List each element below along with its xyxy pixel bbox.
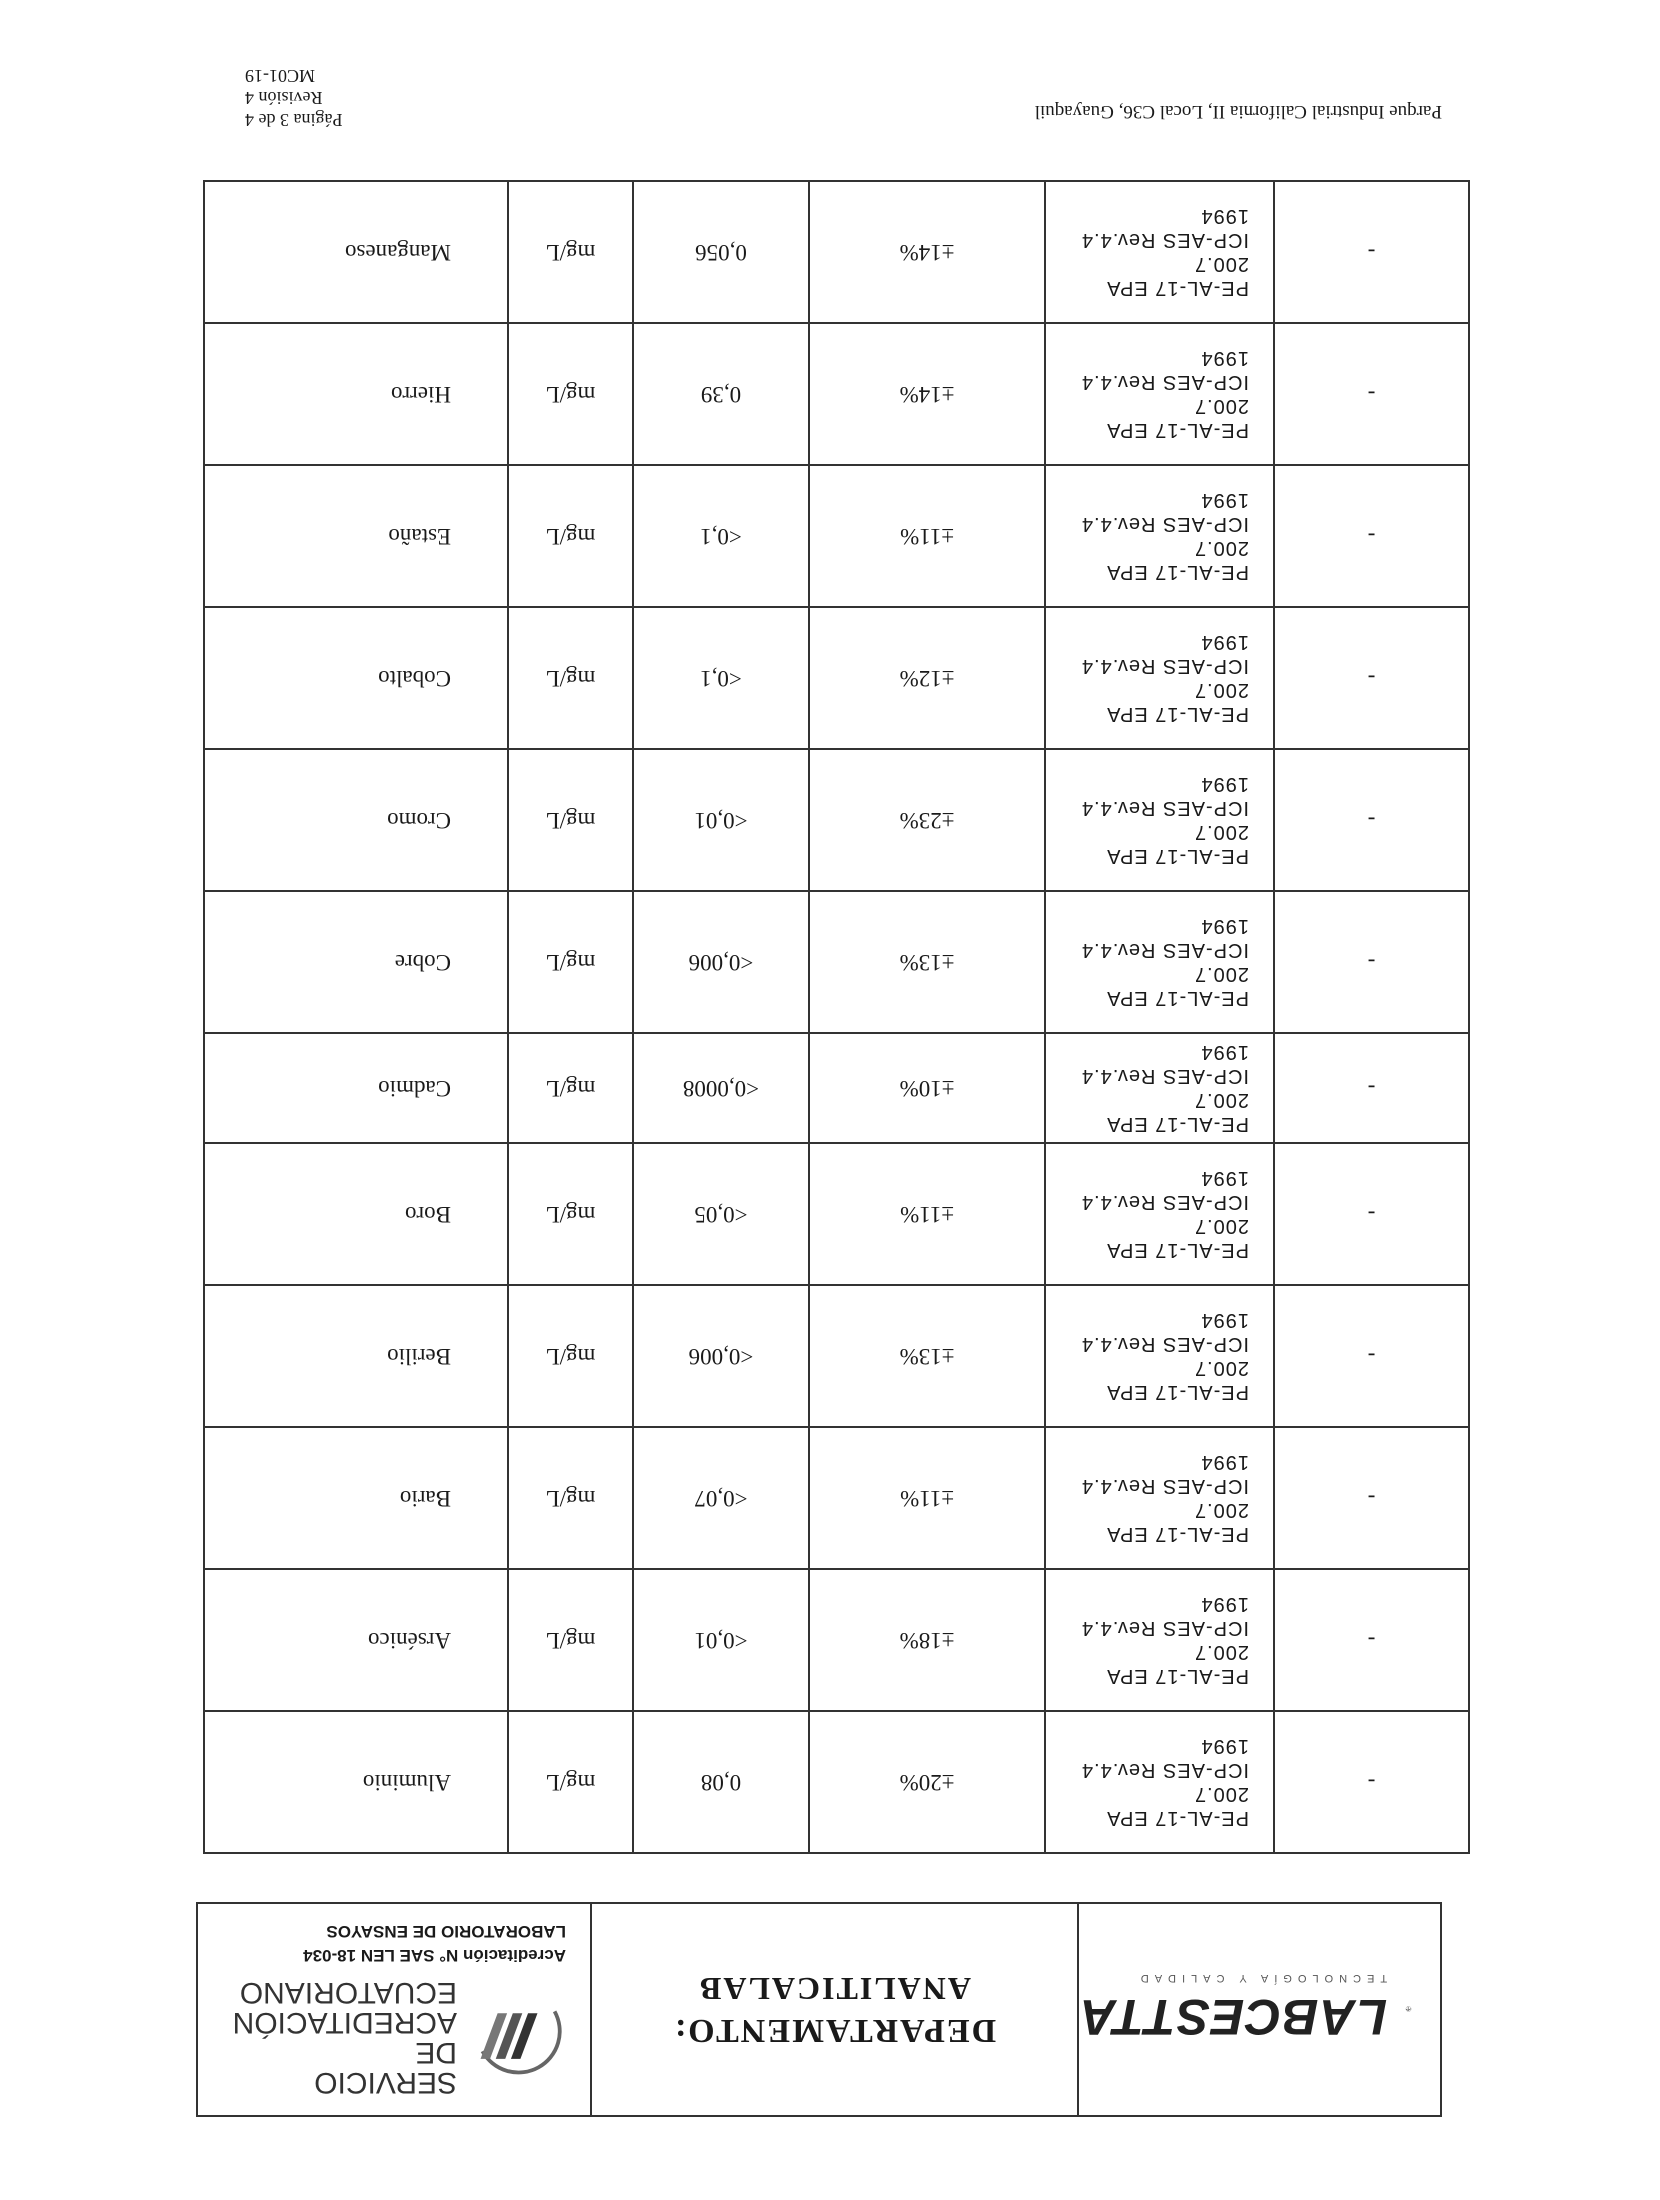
table-row (204, 1033, 1469, 1143)
parameter-cell: Berilio (204, 1285, 508, 1427)
limit-cell: - (1274, 1285, 1469, 1427)
method-line: PE-AL-17 EPA 200.7 (1107, 963, 1249, 1009)
table-row (204, 1569, 1469, 1711)
limit-cell: - (1274, 1143, 1469, 1285)
method-line: 1994 (1200, 205, 1249, 227)
method-cell (1045, 1711, 1274, 1853)
method-cell (1045, 465, 1274, 607)
table-row (204, 1143, 1469, 1285)
limit-cell: - (1274, 891, 1469, 1033)
department-title: DEPARTAMENTO: (672, 2012, 997, 2049)
method-line: 1994 (1200, 489, 1249, 511)
department-block (590, 1904, 1077, 2115)
unit-cell: mg/L (508, 1033, 633, 1143)
method-line: 1994 (1200, 1593, 1249, 1615)
method-line: PE-AL-17 EPA 200.7 (1107, 537, 1249, 583)
sae-line-1: SERVICIO (314, 2066, 458, 2100)
method-line: ICP-AES Rev.4.4 (1080, 1475, 1249, 1497)
method-line: 1994 (1200, 347, 1249, 369)
unit-cell: mg/L (508, 1711, 633, 1853)
table-row (204, 1285, 1469, 1427)
uncertainty-cell: ±11% (809, 1143, 1045, 1285)
method-line: ICP-AES Rev.4.4 (1080, 371, 1249, 393)
logo-tagline: TECNOLOGÍA Y CALIDAD (1134, 1972, 1388, 1985)
method-line: ICP-AES Rev.4.4 (1080, 1333, 1249, 1355)
footer-address: Parque Industrial California II, Local C36, Guayaquil (1034, 101, 1442, 122)
method-line: ICP-AES Rev.4.4 (1080, 1617, 1249, 1639)
page-info (245, 65, 405, 131)
sae-logo-icon (471, 1993, 566, 2083)
accreditation-lab: LABORATORIO DE ENSAYOS (326, 1922, 566, 1942)
revision: Revisión 4 (245, 88, 323, 108)
method-line: 1994 (1200, 1167, 1249, 1189)
table-row (204, 607, 1469, 749)
document-code: MC01-19 (245, 66, 316, 86)
accreditation-number: Acreditación N° SAE LEN 18-034 (303, 1946, 566, 1966)
unit-cell: mg/L (508, 181, 633, 323)
value-cell: <0,01 (633, 1569, 809, 1711)
method-line: PE-AL-17 EPA 200.7 (1107, 1357, 1249, 1403)
method-line: ICP-AES Rev.4.4 (1080, 1191, 1249, 1213)
value-cell: 0,056 (633, 181, 809, 323)
method-line: PE-AL-17 EPA 200.7 (1107, 1215, 1249, 1261)
report-header (196, 1902, 1442, 2117)
value-cell: <0,006 (633, 891, 809, 1033)
uncertainty-cell: ±12% (809, 607, 1045, 749)
method-line: PE-AL-17 EPA 200.7 (1107, 1641, 1249, 1687)
method-line: 1994 (1200, 773, 1249, 795)
method-cell (1045, 1285, 1274, 1427)
method-line: ICP-AES Rev.4.4 (1080, 513, 1249, 535)
method-line: PE-AL-17 EPA 200.7 (1107, 1499, 1249, 1545)
unit-cell: mg/L (508, 1427, 633, 1569)
method-line: ICP-AES Rev.4.4 (1080, 1759, 1249, 1781)
method-line: ICP-AES Rev.4.4 (1080, 229, 1249, 251)
unit-cell: mg/L (508, 891, 633, 1033)
limit-cell: - (1274, 1711, 1469, 1853)
uncertainty-cell: ±20% (809, 1711, 1045, 1853)
parameter-cell: Aluminio (204, 1711, 508, 1853)
method-cell (1045, 1427, 1274, 1569)
unit-cell: mg/L (508, 749, 633, 891)
method-line: 1994 (1200, 1309, 1249, 1331)
sae-line-3: ECUATORIANO (239, 1976, 458, 2010)
parameter-cell: Arsénico (204, 1569, 508, 1711)
uncertainty-cell: ±23% (809, 749, 1045, 891)
logo-name: LABCESTTA (1079, 1989, 1388, 2046)
parameter-cell: Hierro (204, 323, 508, 465)
uncertainty-cell: ±18% (809, 1569, 1045, 1711)
uncertainty-cell: ±14% (809, 181, 1045, 323)
uncertainty-cell: ±14% (809, 323, 1045, 465)
method-line: PE-AL-17 EPA 200.7 (1107, 395, 1249, 441)
method-line: ICP-AES Rev.4.4 (1080, 939, 1249, 961)
method-cell (1045, 749, 1274, 891)
parameter-cell: Cobre (204, 891, 508, 1033)
limit-cell: - (1274, 465, 1469, 607)
table-row (204, 891, 1469, 1033)
method-line: PE-AL-17 EPA 200.7 (1107, 1783, 1249, 1829)
method-line: 1994 (1200, 631, 1249, 653)
method-line: PE-AL-17 EPA 200.7 (1107, 1089, 1249, 1135)
value-cell: <0,0008 (633, 1033, 809, 1143)
value-cell: <0,05 (633, 1143, 809, 1285)
table-row (204, 1711, 1469, 1853)
uncertainty-cell: ±13% (809, 1285, 1045, 1427)
method-cell (1045, 607, 1274, 749)
table-row (204, 749, 1469, 891)
method-cell (1045, 1143, 1274, 1285)
method-line: 1994 (1200, 1735, 1249, 1757)
table-row (204, 1427, 1469, 1569)
limit-cell: - (1274, 323, 1469, 465)
method-line: ICP-AES Rev.4.4 (1080, 655, 1249, 677)
value-cell: 0,08 (633, 1711, 809, 1853)
value-cell: <0,07 (633, 1427, 809, 1569)
method-line: ICP-AES Rev.4.4 (1080, 797, 1249, 819)
value-cell: <0,1 (633, 465, 809, 607)
page-number: Página 3 de 4 (245, 110, 343, 130)
method-cell (1045, 323, 1274, 465)
table-row (204, 323, 1469, 465)
parameter-cell: Bario (204, 1427, 508, 1569)
value-cell: <0,006 (633, 1285, 809, 1427)
method-cell (1045, 1569, 1274, 1711)
unit-cell: mg/L (508, 1143, 633, 1285)
accreditation-block (198, 1904, 590, 2115)
results-body (204, 181, 1469, 1853)
method-line: PE-AL-17 EPA 200.7 (1107, 821, 1249, 867)
uncertainty-cell: ±11% (809, 1427, 1045, 1569)
unit-cell: mg/L (508, 1285, 633, 1427)
labcestta-logo (1077, 1904, 1440, 2115)
sae-line-2: DE ACREDITACIÓN (232, 2006, 458, 2070)
unit-cell: mg/L (508, 323, 633, 465)
limit-cell: - (1274, 1427, 1469, 1569)
uncertainty-cell: ±13% (809, 891, 1045, 1033)
method-cell (1045, 181, 1274, 323)
limit-cell: - (1274, 181, 1469, 323)
department-name: ANALITICALAB (698, 1971, 971, 2007)
parameter-cell: Manganeso (204, 181, 508, 323)
method-line: 1994 (1200, 1451, 1249, 1473)
method-line: PE-AL-17 EPA 200.7 (1107, 679, 1249, 725)
limit-cell: - (1274, 607, 1469, 749)
method-line: PE-AL-17 EPA 200.7 (1107, 253, 1249, 299)
value-cell: 0,39 (633, 323, 809, 465)
parameter-cell: Cadmio (204, 1033, 508, 1143)
parameter-cell: Cromo (204, 749, 508, 891)
unit-cell: mg/L (508, 607, 633, 749)
limit-cell: - (1274, 749, 1469, 891)
parameter-cell: Boro (204, 1143, 508, 1285)
unit-cell: mg/L (508, 1569, 633, 1711)
method-line: ICP-AES Rev.4.4 (1080, 1065, 1249, 1087)
uncertainty-cell: ±11% (809, 465, 1045, 607)
parameter-cell: Cobalto (204, 607, 508, 749)
results-table (203, 180, 1470, 1854)
limit-cell: - (1274, 1033, 1469, 1143)
parameter-cell: Estaño (204, 465, 508, 607)
table-row (204, 181, 1469, 323)
unit-cell: mg/L (508, 465, 633, 607)
table-row (204, 465, 1469, 607)
method-line: 1994 (1200, 915, 1249, 937)
method-cell (1045, 891, 1274, 1033)
method-line: 1994 (1200, 1041, 1249, 1063)
uncertainty-cell: ±10% (809, 1033, 1045, 1143)
limit-cell: - (1274, 1569, 1469, 1711)
value-cell: <0,01 (633, 749, 809, 891)
labcestta-logo-icon (1405, 1965, 1412, 2055)
value-cell: <0,1 (633, 607, 809, 749)
method-cell (1045, 1033, 1274, 1143)
